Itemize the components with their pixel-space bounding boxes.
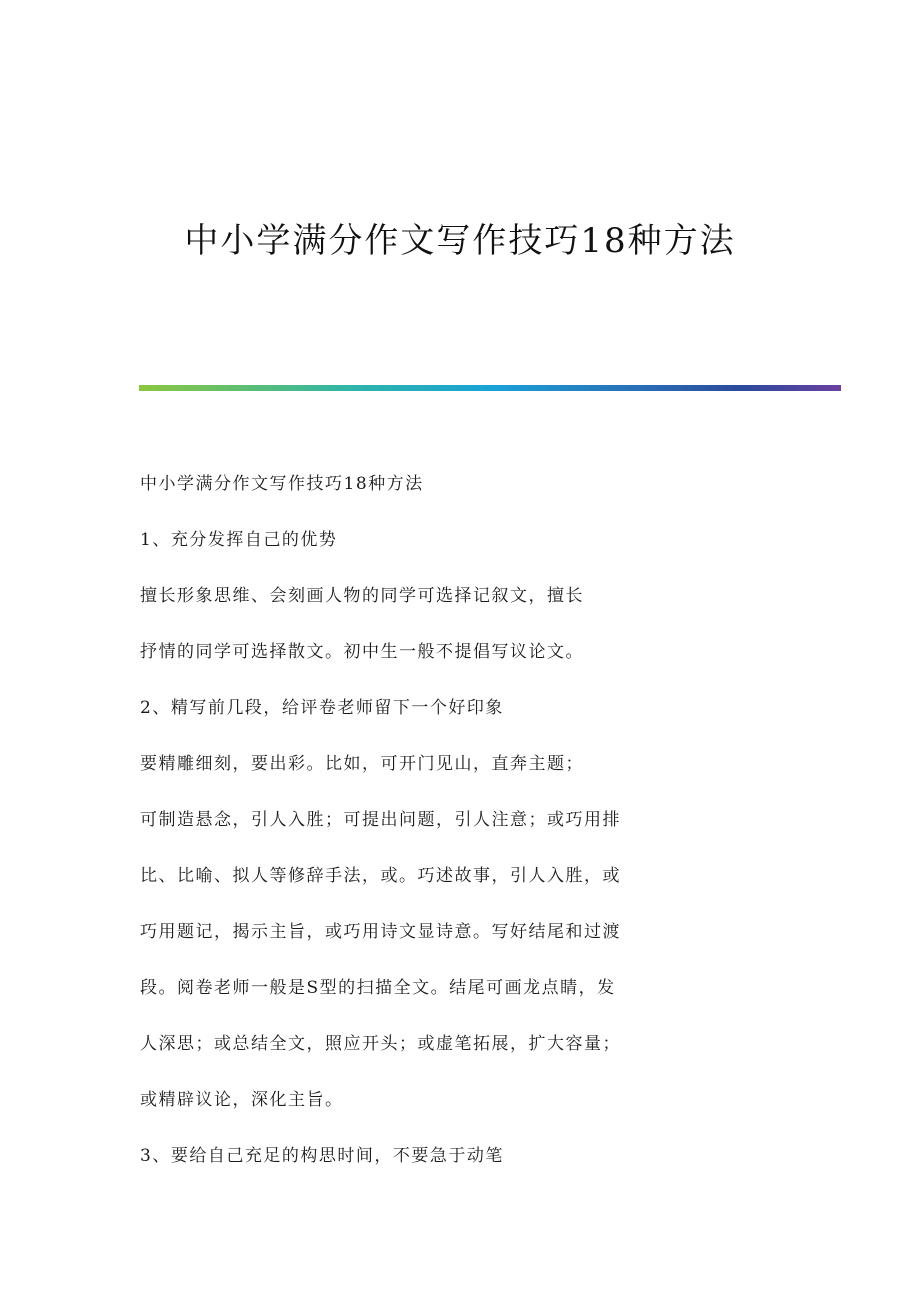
paragraph-line: 巧用题记，揭示主旨，或巧用诗文显诗意。写好结尾和过渡 xyxy=(140,922,621,942)
paragraph-line: 人深思；或总结全文，照应开头；或虚笔拓展，扩大容量； xyxy=(140,1034,621,1054)
paragraph-line: 要精雕细刻，要出彩。比如，可开门见山，直奔主题； xyxy=(140,754,584,774)
paragraph-line: 段。阅卷老师一般是S型的扫描全文。结尾可画龙点睛，发 xyxy=(140,978,616,998)
document-body xyxy=(140,466,780,1194)
title-divider xyxy=(139,385,841,391)
section-heading-1: 1、充分发挥自己的优势 xyxy=(140,530,338,550)
paragraph-line: 可制造悬念，引人入胜；可提出问题，引人注意；或巧用排 xyxy=(140,810,621,830)
paragraph-line: 擅长形象思维、会刻画人物的同学可选择记叙文，擅长 xyxy=(140,586,584,606)
section-heading-2: 2、精写前几段，给评卷老师留下一个好印象 xyxy=(140,698,504,718)
body-heading: 中小学满分作文写作技巧18种方法 xyxy=(140,474,424,494)
page-title: 中小学满分作文写作技巧18种方法 xyxy=(184,221,736,261)
paragraph-line: 或精辟议论，深化主旨。 xyxy=(140,1090,344,1110)
paragraph-line: 抒情的同学可选择散文。初中生一般不提倡写议论文。 xyxy=(140,642,584,662)
paragraph-line: 比、比喻、拟人等修辞手法，或。巧述故事，引人入胜，或 xyxy=(140,866,621,886)
section-heading-3: 3、要给自己充足的构思时间，不要急于动笔 xyxy=(140,1146,504,1166)
